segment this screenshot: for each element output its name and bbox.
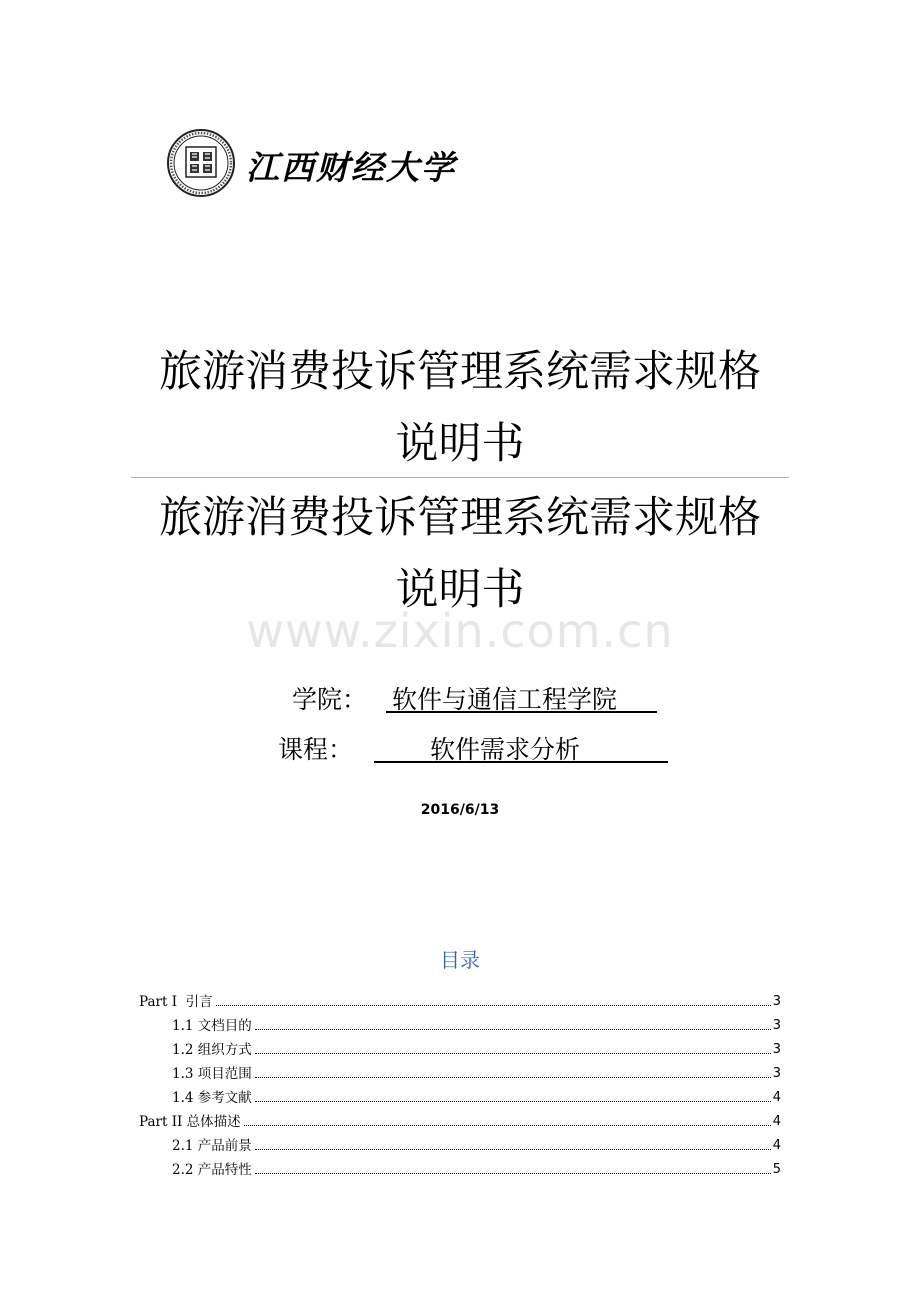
toc-entry-page: 4 <box>772 1090 781 1105</box>
toc-leader <box>255 1173 771 1174</box>
toc-entry-page: 4 <box>772 1114 781 1129</box>
toc-entry-text: 2.2 产品特性 <box>172 1162 252 1178</box>
course-row <box>278 730 581 766</box>
toc-leader <box>255 1101 771 1102</box>
toc-entry-text: 1.1 文档目的 <box>172 1018 252 1034</box>
toc-entry[interactable] <box>139 1154 781 1178</box>
toc-leader <box>255 1077 771 1078</box>
college-row <box>292 680 618 716</box>
toc-entry[interactable] <box>139 1130 781 1154</box>
toc-entry-page: 3 <box>772 994 781 1009</box>
toc-entry[interactable] <box>139 1010 781 1034</box>
toc-leader <box>255 1053 771 1054</box>
toc-entry-page: 3 <box>772 1066 781 1081</box>
university-name: 江西财经大学 <box>246 148 456 187</box>
toc-entry[interactable] <box>139 986 781 1010</box>
toc-entry-text: 1.2 组织方式 <box>172 1042 252 1058</box>
document-date: 2016/6/13 <box>420 802 500 818</box>
title-divider <box>131 477 789 478</box>
document-title-line-1: 旅游消费投诉管理系统需求规格 <box>159 347 761 397</box>
toc-leader <box>216 1005 771 1006</box>
toc-title: 目录 <box>440 948 480 972</box>
toc-entry-text: 1.4 参考文献 <box>172 1090 252 1106</box>
course-value: 软件需求分析 <box>430 735 581 764</box>
toc-leader <box>244 1125 771 1126</box>
college-label: 学院： <box>292 685 368 714</box>
document-title-repeat-line-2: 说明书 <box>395 565 525 615</box>
toc-leader <box>255 1029 771 1030</box>
toc-entry-page: 5 <box>772 1162 781 1177</box>
toc-entry[interactable] <box>139 1034 781 1058</box>
toc-entry[interactable] <box>139 1058 781 1082</box>
university-seal-icon <box>166 128 236 198</box>
college-value: 软件与通信工程学院 <box>392 685 618 714</box>
toc-entry-text: 1.3 项目范围 <box>172 1066 252 1082</box>
table-of-contents <box>139 986 781 1178</box>
toc-entry[interactable] <box>139 1106 781 1130</box>
toc-entry-text: Part I 引言 <box>139 994 213 1010</box>
watermark: www.zixin.com.cn <box>246 604 674 658</box>
toc-entry-text: Part II 总体描述 <box>139 1114 241 1130</box>
toc-leader <box>255 1149 771 1150</box>
toc-entry-page: 3 <box>772 1042 781 1057</box>
course-label: 课程： <box>278 735 354 764</box>
college-underline <box>386 711 657 713</box>
toc-entry[interactable] <box>139 1082 781 1106</box>
document-title-line-2: 说明书 <box>395 419 525 469</box>
toc-entry-page: 4 <box>772 1138 781 1153</box>
toc-entry-text: 2.1 产品前景 <box>172 1138 252 1154</box>
course-underline <box>374 761 668 763</box>
toc-entry-page: 3 <box>772 1018 781 1033</box>
document-title-repeat-line-1: 旅游消费投诉管理系统需求规格 <box>159 493 761 543</box>
university-logo <box>166 128 466 200</box>
